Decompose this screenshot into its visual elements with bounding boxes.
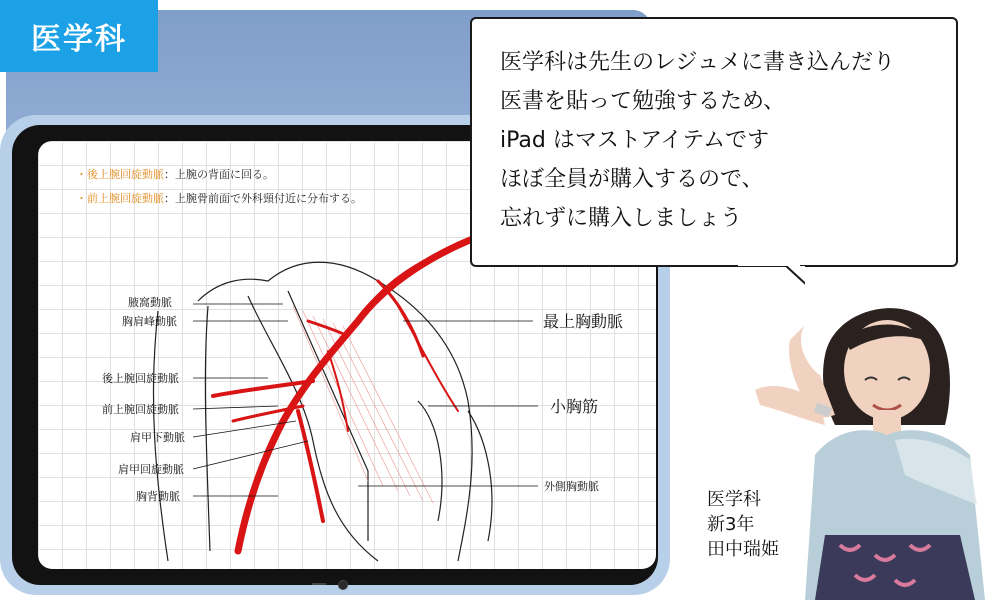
- student-department: 医学科: [707, 489, 761, 510]
- camera-indicator: [312, 583, 326, 585]
- label-leader-lines: [193, 304, 538, 496]
- front-camera-icon: [338, 580, 348, 590]
- scapula-outline: [248, 296, 378, 561]
- label-axillary-artery: 腋窩動脈: [128, 296, 172, 309]
- note-bullet: ・: [76, 192, 87, 205]
- student-caption: [707, 487, 779, 562]
- student-year: 新3年: [707, 514, 755, 535]
- label-circumflex-scapular-artery: 肩甲回旋動脈: [118, 463, 184, 476]
- axillary-artery: [238, 233, 488, 551]
- student-name: 田中瑞姫: [707, 539, 779, 560]
- bubble-line: 医書を貼って勉強するため、: [500, 89, 786, 114]
- speech-bubble: [470, 17, 958, 267]
- note-desc: ：上腕骨前面で外科頸付近に分布する。: [164, 192, 362, 205]
- label-superior-thoracic-artery: 最上胸動脈: [543, 312, 624, 331]
- bubble-line: 忘れずに購入しましょう: [500, 206, 743, 231]
- label-lateral-thoracic-artery: 外側胸動脈: [544, 480, 599, 493]
- arteries: [213, 233, 488, 551]
- bubble-line: iPad はマストアイテムです: [500, 128, 770, 153]
- label-posterior-circumflex-humeral-artery: 後上腕回旋動脈: [102, 372, 179, 385]
- note-bullet: ・: [76, 168, 87, 181]
- skirt: [815, 535, 975, 600]
- arm-outline: [205, 306, 210, 551]
- clavicle-outline: [198, 262, 378, 301]
- label-pectoralis-minor: 小胸筋: [550, 397, 599, 416]
- rib-outline: [378, 281, 472, 561]
- pec-minor-outline: [418, 401, 442, 521]
- note-term: 前上腕回旋動脈: [87, 192, 164, 205]
- speech-bubble-tail: [735, 265, 805, 305]
- note-term: 後上腕回旋動脈: [87, 168, 164, 181]
- label-subscapular-artery: 肩甲下動脈: [130, 431, 185, 444]
- bubble-line: ほぼ全員が購入するので、: [500, 167, 764, 192]
- label-thoracoacromial-artery: 胸肩峰動脈: [122, 315, 177, 328]
- label-thoracodorsal-artery: 胸背動脈: [136, 490, 180, 503]
- department-tag: 医学科: [0, 0, 158, 72]
- note-desc: ：上腕の背面に回る。: [164, 168, 274, 181]
- bubble-line: 医学科は先生のレジュメに書き込んだり: [500, 50, 896, 75]
- label-anterior-circumflex-humeral-artery: 前上腕回旋動脈: [102, 403, 179, 416]
